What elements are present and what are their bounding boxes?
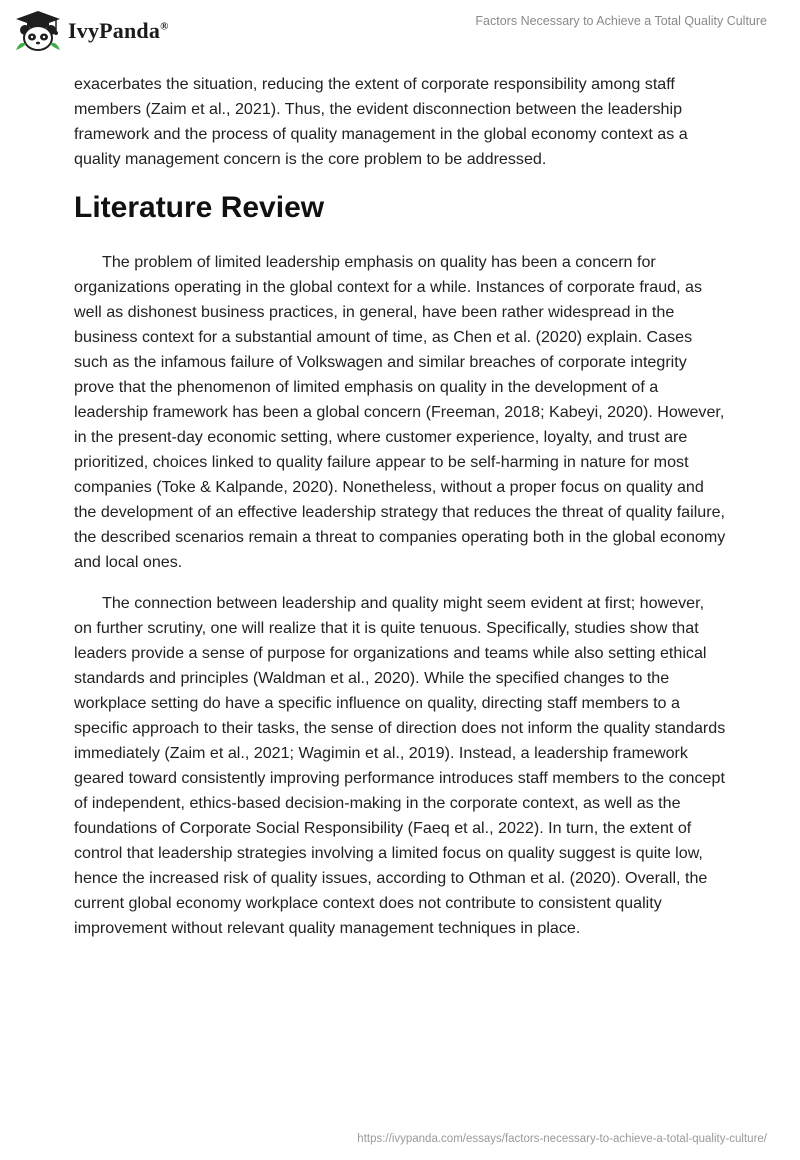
body-paragraph: The connection between leadership and quality might seem evident at first; however, on further scrutiny, one will realize that it is quite tenuous. Specifically, studies show that leaders provide a sense of purpose for organizations and teams while also setting ethical standards and principles (Waldman et al., 2020). While the specified changes to the workplace setting do have a specific influence on quality, directing staff members to a specific approach to their tasks, the sense of direction does not inform the quality standards immediately (Zaim et al., 2021; Wagimin et al., 2019). Instead, a leadership framework geared toward consistently improving performance introduces staff members to the concept of independent, ethics-based decision-making in the corporate context, as well as the foundations of Corporate Social Responsibility (Faeq et al., 2022). In turn, the extent of control that leadership strategies involving a limited focus on quality suggest is quite low, hence the increased risk of quality issues, according to Othman et al. (2020). Overall, the current global economy workplace context does not contribute to consistent quality improvement without relevant quality management techniques in place. <box>74 594 726 937</box>
intro-paragraph: exacerbates the situation, reducing the extent of corporate responsibility among staff members (Zaim et al., 2021). Thus, the evident disconnection between the leadership framework and the process of quality management in the global economy context as a quality management concern is the core problem to be addressed. <box>74 75 688 168</box>
document-title: Factors Necessary to Achieve a Total Quality Culture <box>475 14 767 28</box>
source-url[interactable]: https://ivypanda.com/essays/factors-necessary-to-achieve-a-total-quality-culture/ <box>357 1133 767 1145</box>
essay-content <box>74 72 726 957</box>
body-paragraph: The problem of limited leadership emphasis on quality has been a concern for organizations operating in the global context for a while. Instances of corporate fraud, as well as dishonest business practices, in general, have been rather widespread in the business context for a substantial amount of time, as Chen et al. (2020) explain. Cases such as the infamous failure of Volkswagen and similar breaches of corporate integrity prove that the phenomenon of limited emphasis on quality in the development of a leadership framework has been a global concern (Freeman, 2018; Kabeyi, 2020). However, in the present-day economic setting, where customer experience, loyalty, and trust are prioritized, choices linked to quality failure appear to be self-harming in nature for most companies (Toke & Kalpande, 2020). Nonetheless, without a proper focus on quality and the development of an effective leadership strategy that reduces the threat of quality failure, the described scenarios remain a threat to companies operating both in the global economy and local ones. <box>74 253 726 571</box>
page-header <box>0 0 800 70</box>
panda-graduate-icon <box>14 10 62 52</box>
brand-name: IvyPanda® <box>68 18 169 43</box>
section-heading: Literature Review <box>74 191 325 224</box>
ivypanda-logo[interactable] <box>14 10 169 52</box>
